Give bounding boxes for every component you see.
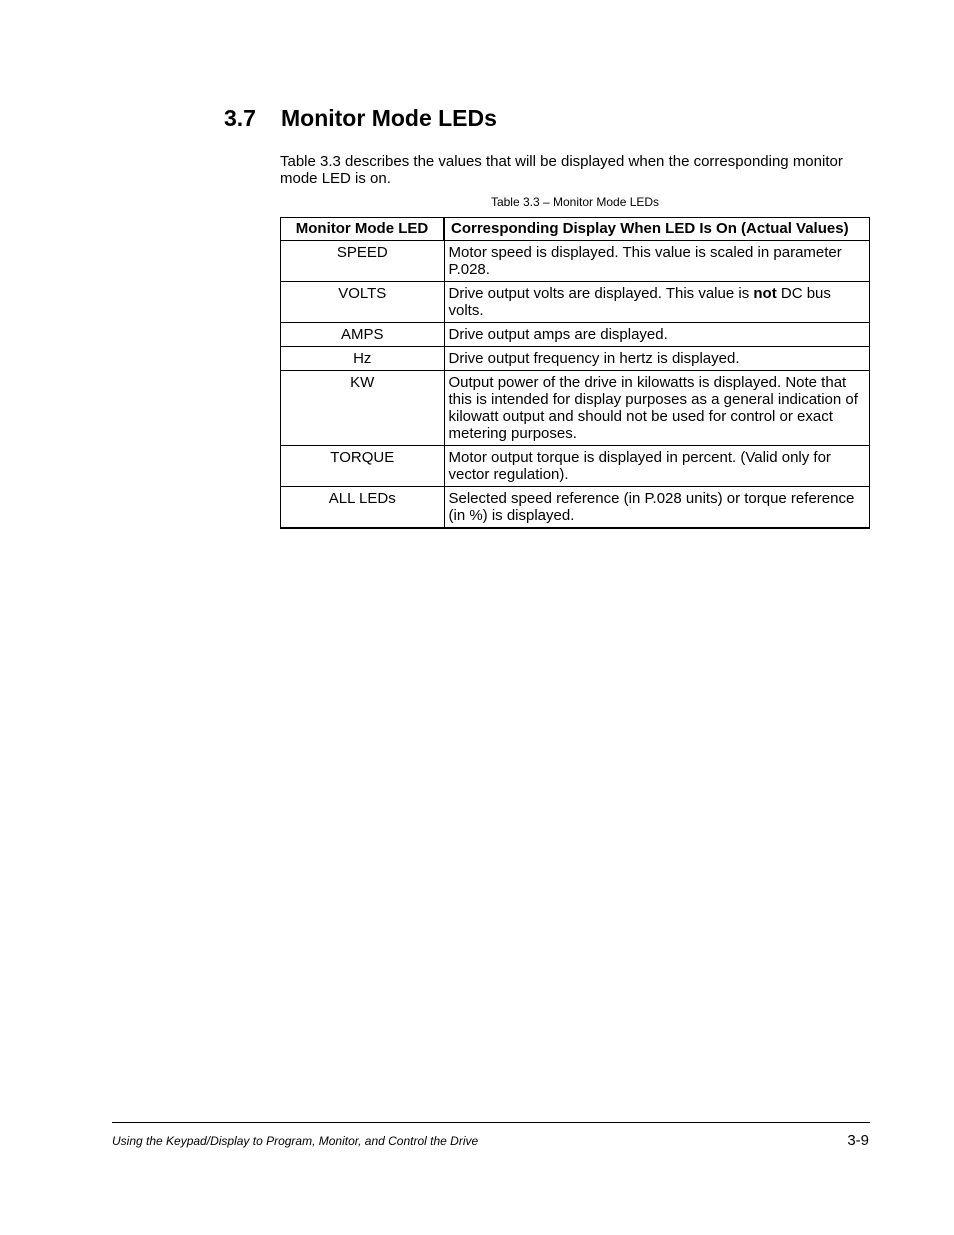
led-description-cell: [444, 282, 870, 323]
table-row: [281, 347, 870, 371]
table-row: [281, 487, 870, 529]
led-description-cell: Motor output torque is displayed in percent. (Valid only for vector regulation).: [444, 446, 870, 487]
led-name-cell: TORQUE: [281, 446, 445, 487]
monitor-mode-leds-table: [280, 217, 870, 529]
table-row: [281, 241, 870, 282]
section-heading: [224, 104, 497, 132]
led-name-cell: KW: [281, 371, 445, 446]
led-name-cell: Hz: [281, 347, 445, 371]
description-text: Drive output volts are displayed. This value is: [448, 285, 754, 302]
led-description-cell: Output power of the drive in kilowatts is displayed. Note that this is intended for display purposes as a general indication of kilowatt output and should not be used for control or exact metering purposes.: [444, 371, 870, 446]
led-name-cell: AMPS: [281, 323, 445, 347]
section-number: 3.7: [224, 105, 256, 131]
column-header-led: Monitor Mode LED: [281, 218, 445, 241]
led-name-cell: VOLTS: [281, 282, 445, 323]
table-caption: Table 3.3 – Monitor Mode LEDs: [490, 195, 660, 209]
intro-paragraph: Table 3.3 describes the values that will be displayed when the corresponding monitor mode LED is on.: [280, 153, 843, 187]
led-name-cell: ALL LEDs: [281, 487, 445, 529]
led-description-cell: Drive output frequency in hertz is displayed.: [444, 347, 870, 371]
led-name-cell: SPEED: [281, 241, 445, 282]
column-header-display: Corresponding Display When LED Is On (Actual Values): [444, 218, 870, 241]
led-description-cell: Motor speed is displayed. This value is scaled in parameter P.028.: [444, 241, 870, 282]
description-emphasis: not: [753, 285, 777, 302]
section-title: Monitor Mode LEDs: [281, 105, 497, 131]
footer-divider: [112, 1122, 870, 1123]
table-row: [281, 371, 870, 446]
led-description-cell: Selected speed reference (in P.028 units) or torque reference (in %) is displayed.: [444, 487, 870, 529]
table-row: [281, 323, 870, 347]
table-row: [281, 282, 870, 323]
table-row: [281, 446, 870, 487]
page-number: 3-9: [847, 1132, 869, 1149]
table-header-row: [281, 218, 870, 241]
description-text: DC bus volts.: [448, 285, 831, 319]
led-description-cell: Drive output amps are displayed.: [444, 323, 870, 347]
footer-title: Using the Keypad/Display to Program, Monitor, and Control the Drive: [112, 1134, 479, 1148]
